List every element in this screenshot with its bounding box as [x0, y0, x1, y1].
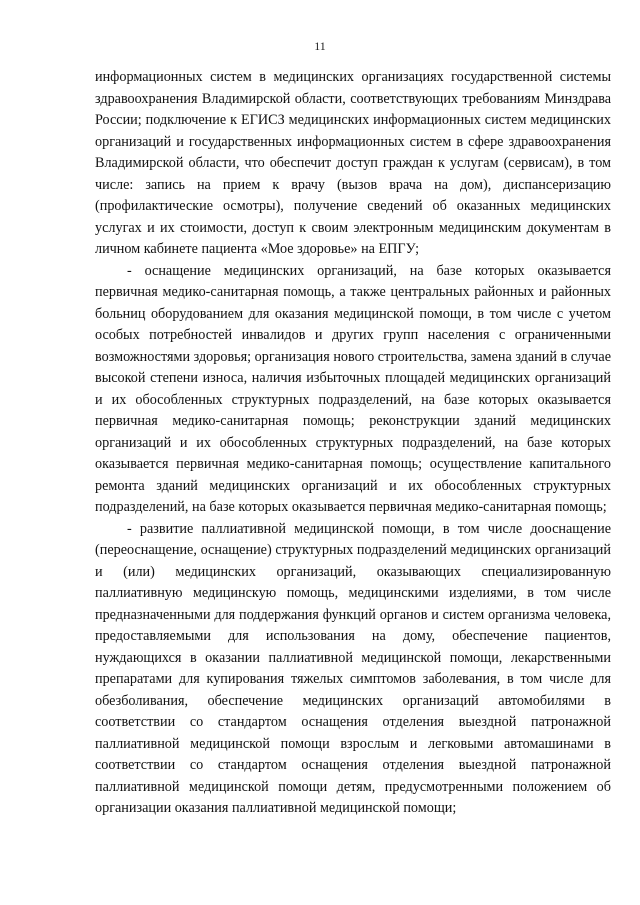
paragraph-continuation: информационных систем в медицинских организациях государственной системы здравоохранения Владимирской области, соответствующих требованиям Минздрава России; подключение к ЕГИСЗ медицинских информационных систем медицинских организаций и государственных информационных систем в сфере здравоохранения Владимирской области, что обеспечит доступ граждан к услугам (сервисам), в том числе: запись на прием к врачу (вызов врача на дом), диспансеризацию (профилактические осмотры), получение сведений об оказанных медицинских услугах и их стоимости, доступ к своим электронным медицинским документам в личном кабинете пациента «Мое здоровье» на ЕПГУ;: [95, 69, 611, 257]
paragraph-equipment-construction: - оснащение медицинских организаций, на базе которых оказывается первичная медико-санитарная помощь, а также центральных районных и районных больниц оборудованием для оказания медицинской помощи, в том числе с учетом особых потребностей инвалидов и других групп населения с ограниченными возможностями здоровья; организация нового строительства, замена зданий в случае высокой степени износа, наличия избыточных площадей медицинских организаций и их обособленных структурных подразделений, на базе которых оказывается первичная медико-санитарная помощь; реконструкции зданий медицинских организаций и их обособленных структурных подразделений, на базе которых оказывается первичная медико-санитарная помощь; осуществление капитального ремонта зданий медицинских организаций и их обособленных структурных подразделений, на базе которых оказывается первичная медико-санитарная помощь;: [95, 262, 611, 515]
paragraph-palliative-care: - развитие паллиативной медицинской помощи, в том числе дооснащение (переоснащение, оснащение) структурных подразделений медицинских организаций и (или) медицинских организаций, оказывающих специализированную паллиативную медицинскую помощь, медицинскими изделиями, в том числе предназначенными для поддержания функций органов и систем организма человека, предоставляемыми для использования на дому, обеспечение пациентов, нуждающихся в оказании паллиативной медицинской помощи, лекарственными препаратами для купирования тяжелых симптомов заболевания, в том числе для обезболивания, обеспечение медицинских организаций автомобилями в соответствии со стандартом оснащения отделения выездной патронажной паллиативной медицинской помощи взрослым и легковыми автомашинами в соответствии со стандартом оснащения отделения выездной патронажной паллиативной медицинской помощи детям, предусмотренными положением об организации оказания паллиативной медицинской помощи;: [95, 520, 611, 816]
page-number: 11: [314, 39, 326, 53]
document-body: [95, 67, 611, 820]
